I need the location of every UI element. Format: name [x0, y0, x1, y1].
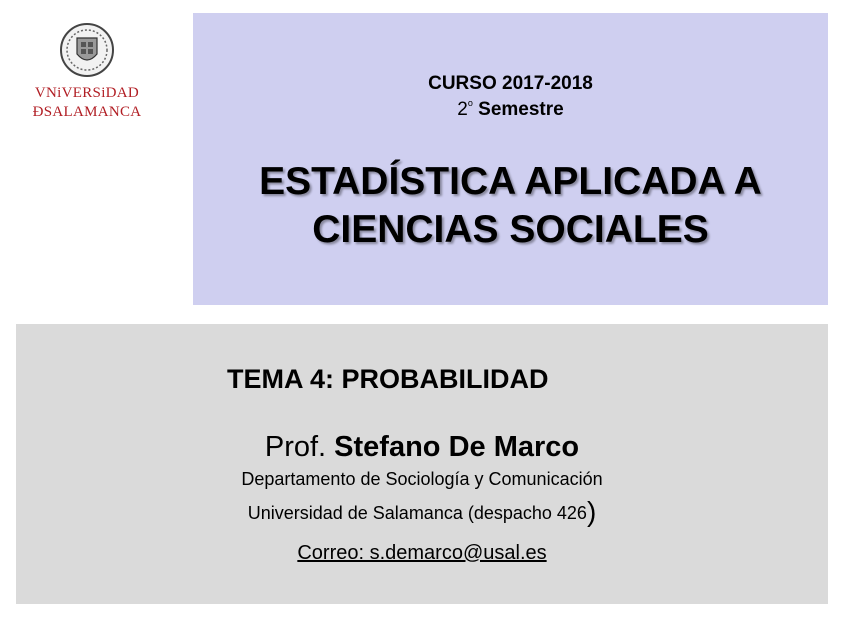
semester-word: Semestre: [478, 99, 564, 120]
topic-info-panel: [16, 324, 828, 604]
course-title-line1: ESTADÍSTICA APLICADA A: [259, 160, 762, 203]
university-office: [16, 496, 828, 528]
university-seal-icon: [59, 22, 115, 78]
university-office-close: ): [586, 496, 597, 527]
course-title-line2: CIENCIAS SOCIALES: [312, 208, 709, 251]
email-line: [16, 542, 828, 565]
university-logo-text: [26, 84, 148, 122]
professor-prefix: Prof.: [264, 431, 327, 463]
course-header-panel: [193, 13, 828, 305]
university-office-text: Universidad de Salamanca (despacho 426: [247, 503, 587, 523]
logo-text-line1: VNiVERSiDAD: [34, 85, 140, 101]
department: Departamento de Sociología y Comunicación: [241, 469, 603, 489]
logo-text-line2: ÐSALAMANCA: [32, 104, 142, 120]
topic-title: TEMA 4: PROBABILIDAD: [227, 364, 549, 394]
professor-line: [16, 431, 828, 464]
email-link[interactable]: Correo: s.demarco@usal.es: [297, 542, 547, 564]
course-title: [193, 158, 828, 254]
university-logo: [26, 22, 148, 132]
semester-number: 2: [457, 99, 468, 120]
semester-ordinal: o: [467, 98, 473, 108]
course-year: CURSO 2017-2018: [428, 73, 593, 94]
semester-label: [193, 98, 828, 121]
professor-name: Stefano De Marco: [334, 431, 580, 463]
